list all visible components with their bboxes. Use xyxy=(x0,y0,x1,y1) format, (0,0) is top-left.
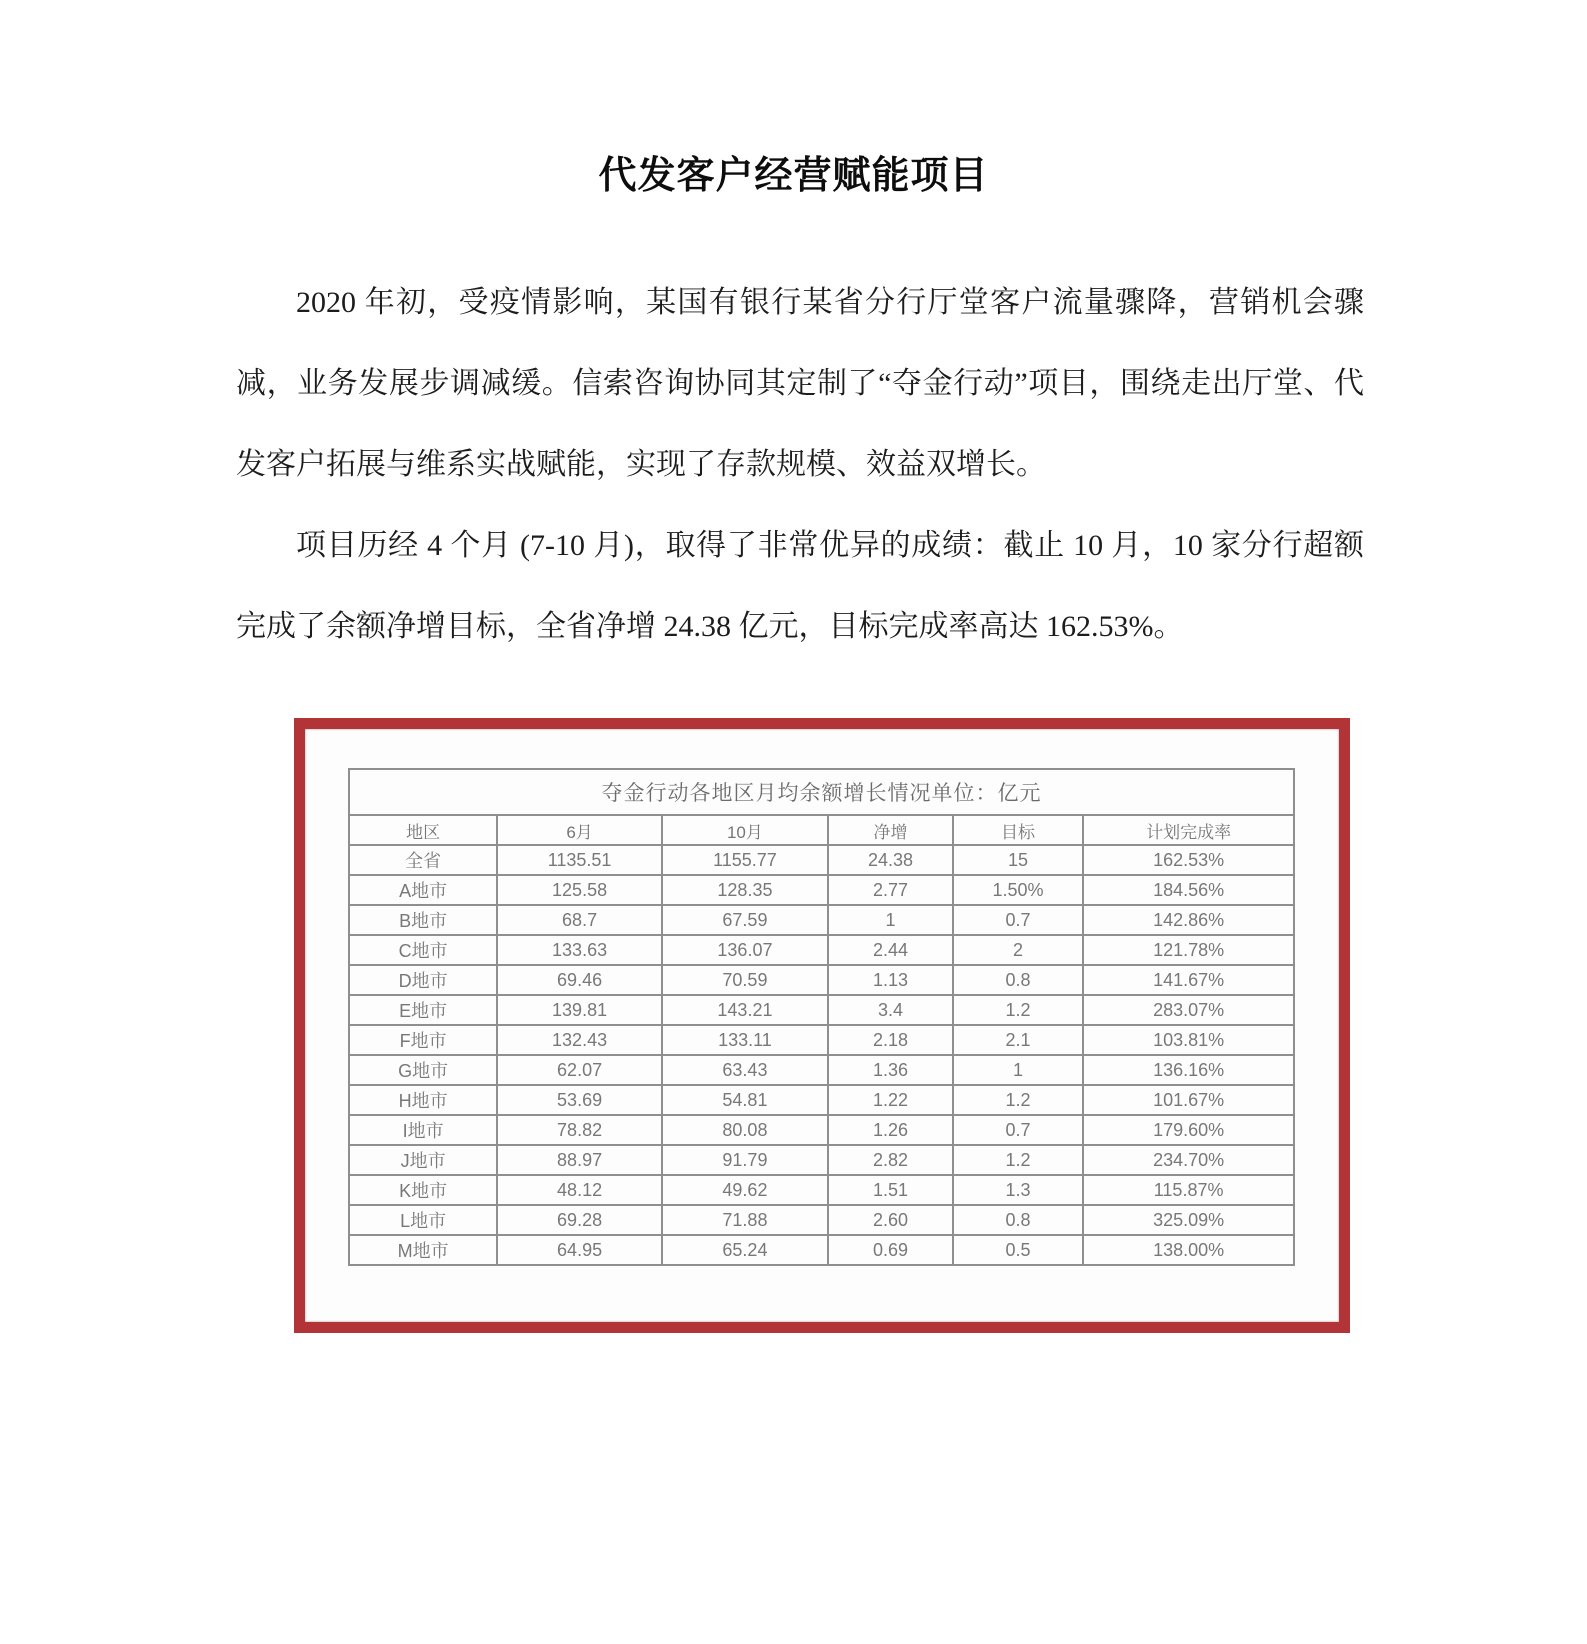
table-row xyxy=(349,1175,1294,1205)
table-cell: 1 xyxy=(828,905,953,935)
table-cell: 184.56% xyxy=(1083,875,1294,905)
table-cell: 325.09% xyxy=(1083,1205,1294,1235)
table-cell: 1.51 xyxy=(828,1175,953,1205)
table-cell: 1.22 xyxy=(828,1085,953,1115)
table-cell: 24.38 xyxy=(828,845,953,875)
table-cell: 全省 xyxy=(349,845,497,875)
table-cell: 179.60% xyxy=(1083,1115,1294,1145)
table-cell: 64.95 xyxy=(497,1235,661,1265)
table-cell: F地市 xyxy=(349,1025,497,1055)
table-row xyxy=(349,935,1294,965)
table-cell: 0.5 xyxy=(953,1235,1083,1265)
column-header: 6月 xyxy=(497,815,661,845)
table-cell: 54.81 xyxy=(662,1085,828,1115)
table-cell: E地市 xyxy=(349,995,497,1025)
table-cell: 0.7 xyxy=(953,1115,1083,1145)
column-header: 净增 xyxy=(828,815,953,845)
table-cell: 101.67% xyxy=(1083,1085,1294,1115)
column-header: 目标 xyxy=(953,815,1083,845)
table-cell: J地市 xyxy=(349,1145,497,1175)
table-cell: 234.70% xyxy=(1083,1145,1294,1175)
table-row xyxy=(349,965,1294,995)
table-cell: 115.87% xyxy=(1083,1175,1294,1205)
table-cell: 1.2 xyxy=(953,995,1083,1025)
table-cell: K地市 xyxy=(349,1175,497,1205)
table-cell: 132.43 xyxy=(497,1025,661,1055)
table-body xyxy=(349,845,1294,1265)
table-cell: 141.67% xyxy=(1083,965,1294,995)
table-cell: 142.86% xyxy=(1083,905,1294,935)
table-cell: 0.69 xyxy=(828,1235,953,1265)
paragraph: 2020 年初，受疫情影响，某国有银行某省分行厅堂客户流量骤降，营销机会骤减，业务发展步调减缓。信索咨询协同其定制了“夺金行动”项目，围绕走出厅堂、代发客户拓展与维系实战赋能，实现了存款规模、效益双增长。 xyxy=(236,286,1364,481)
table-cell: 1.13 xyxy=(828,965,953,995)
table-cell: I地市 xyxy=(349,1115,497,1145)
table-row xyxy=(349,1085,1294,1115)
table-cell: L地市 xyxy=(349,1205,497,1235)
table-cell: 2.77 xyxy=(828,875,953,905)
table-cell: 15 xyxy=(953,845,1083,875)
table-cell: 128.35 xyxy=(662,875,828,905)
table-cell: 1.50% xyxy=(953,875,1083,905)
table-cell: 1155.77 xyxy=(662,845,828,875)
table-cell: 70.59 xyxy=(662,965,828,995)
column-header: 计划完成率 xyxy=(1083,815,1294,845)
table-cell: 283.07% xyxy=(1083,995,1294,1025)
table-row xyxy=(349,875,1294,905)
table-cell: M地市 xyxy=(349,1235,497,1265)
table-cell: 139.81 xyxy=(497,995,661,1025)
document-body xyxy=(236,262,1364,667)
table-cell: 80.08 xyxy=(662,1115,828,1145)
table-cell: 0.8 xyxy=(953,965,1083,995)
table-cell: 143.21 xyxy=(662,995,828,1025)
table-cell: C地市 xyxy=(349,935,497,965)
table-row xyxy=(349,1055,1294,1085)
table-row xyxy=(349,1115,1294,1145)
table-cell: 69.46 xyxy=(497,965,661,995)
table-title-row xyxy=(349,769,1294,815)
table-cell: 0.7 xyxy=(953,905,1083,935)
table-cell: 162.53% xyxy=(1083,845,1294,875)
table-cell: 78.82 xyxy=(497,1115,661,1145)
table-cell: 69.28 xyxy=(497,1205,661,1235)
table-cell: 3.4 xyxy=(828,995,953,1025)
table-cell: 49.62 xyxy=(662,1175,828,1205)
table-cell: 133.63 xyxy=(497,935,661,965)
table-row xyxy=(349,845,1294,875)
table-row xyxy=(349,1025,1294,1055)
table-cell: 1 xyxy=(953,1055,1083,1085)
column-header: 10月 xyxy=(662,815,828,845)
table-cell: 67.59 xyxy=(662,905,828,935)
data-table xyxy=(348,768,1295,1266)
table-row xyxy=(349,995,1294,1025)
table-cell: 62.07 xyxy=(497,1055,661,1085)
table-cell: 0.8 xyxy=(953,1205,1083,1235)
table-cell: 2.60 xyxy=(828,1205,953,1235)
table-cell: 136.16% xyxy=(1083,1055,1294,1085)
page-title: 代发客户经营赋能项目 xyxy=(598,155,989,197)
paragraph: 项目历经 4 个月 (7-10 月)，取得了非常优异的成绩：截止 10 月，10 家分行超额完成了余额净增目标，全省净增 24.38 亿元，目标完成率高达 162.53%。 xyxy=(236,529,1364,643)
table-cell: 133.11 xyxy=(662,1025,828,1055)
table-cell: 2 xyxy=(953,935,1083,965)
table-cell: 48.12 xyxy=(497,1175,661,1205)
column-header: 地区 xyxy=(349,815,497,845)
table-cell: H地市 xyxy=(349,1085,497,1115)
table-cell: 2.44 xyxy=(828,935,953,965)
table-cell: 125.58 xyxy=(497,875,661,905)
table-row xyxy=(349,1235,1294,1265)
table-cell: 88.97 xyxy=(497,1145,661,1175)
table-cell: 68.7 xyxy=(497,905,661,935)
table-cell: 2.1 xyxy=(953,1025,1083,1055)
table-cell: 138.00% xyxy=(1083,1235,1294,1265)
table-cell: B地市 xyxy=(349,905,497,935)
table-cell: A地市 xyxy=(349,875,497,905)
table-cell: 1.26 xyxy=(828,1115,953,1145)
table-cell: 1.2 xyxy=(953,1085,1083,1115)
table-cell: 2.18 xyxy=(828,1025,953,1055)
table-cell: D地市 xyxy=(349,965,497,995)
table-cell: 1.3 xyxy=(953,1175,1083,1205)
table-header-row xyxy=(349,815,1294,845)
table-cell: 103.81% xyxy=(1083,1025,1294,1055)
table-row xyxy=(349,1205,1294,1235)
table-cell: G地市 xyxy=(349,1055,497,1085)
table-cell: 136.07 xyxy=(662,935,828,965)
table-cell: 53.69 xyxy=(497,1085,661,1115)
table-cell: 1.36 xyxy=(828,1055,953,1085)
table-cell: 2.82 xyxy=(828,1145,953,1175)
table-row xyxy=(349,905,1294,935)
table-cell: 121.78% xyxy=(1083,935,1294,965)
table-cell: 91.79 xyxy=(662,1145,828,1175)
table-title: 夺金行动各地区月均余额增长情况单位：亿元 xyxy=(349,769,1294,815)
table-cell: 1135.51 xyxy=(497,845,661,875)
table-cell: 63.43 xyxy=(662,1055,828,1085)
table-cell: 65.24 xyxy=(662,1235,828,1265)
table-cell: 1.2 xyxy=(953,1145,1083,1175)
table-row xyxy=(349,1145,1294,1175)
table-frame xyxy=(294,718,1350,1333)
page xyxy=(0,148,1587,1644)
table-cell: 71.88 xyxy=(662,1205,828,1235)
